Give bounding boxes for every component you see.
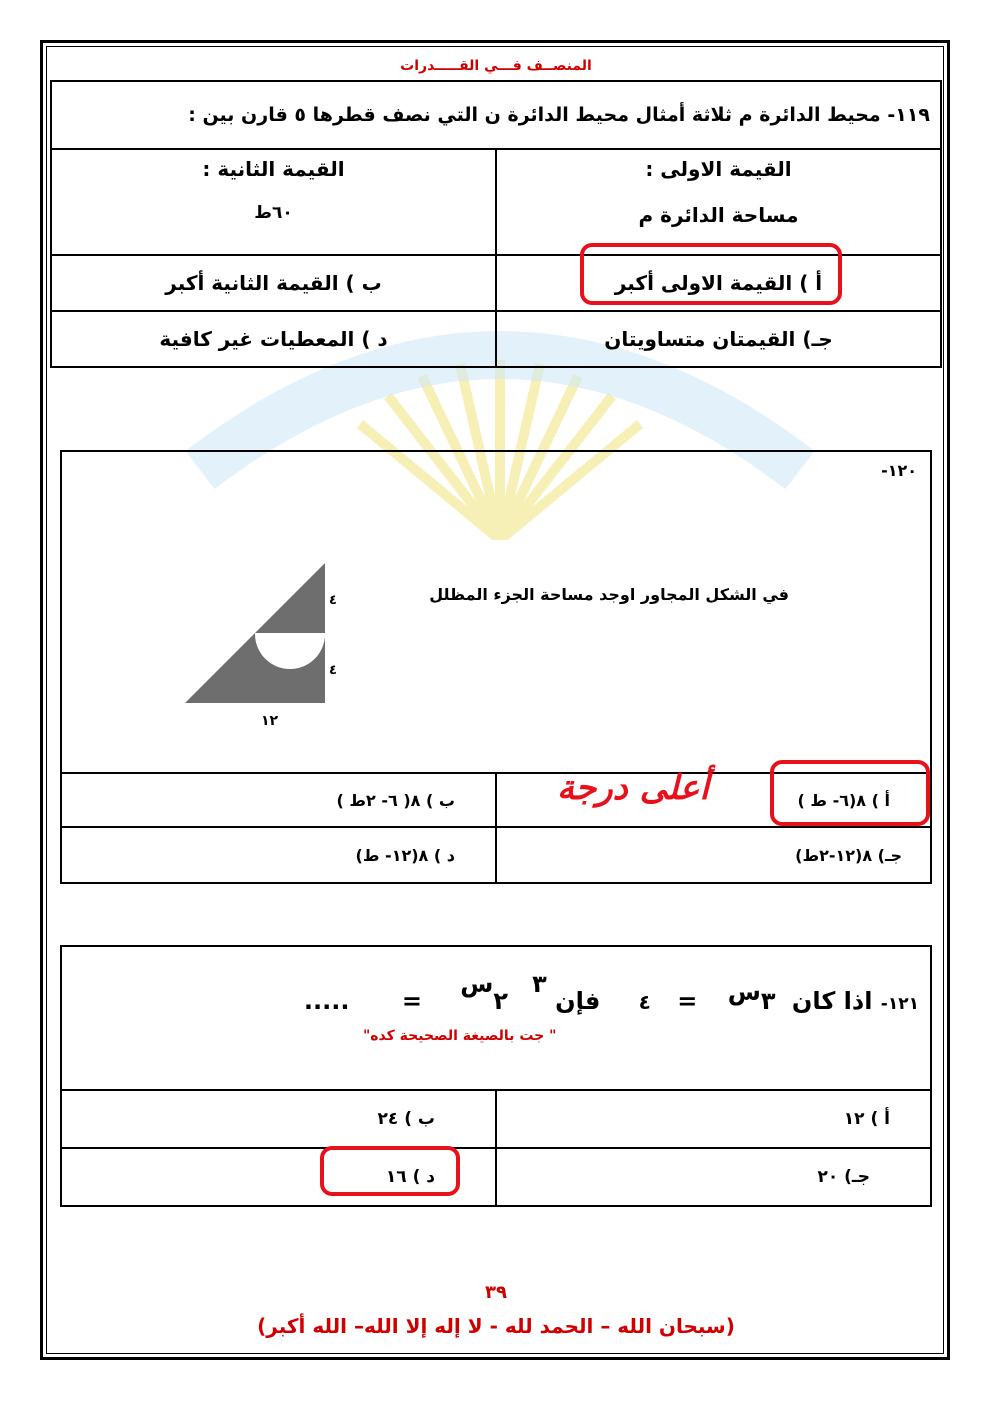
q120-number: ١٢٠-: [881, 461, 917, 480]
q120-label-upper: ٤: [329, 593, 337, 608]
q121-table: [60, 945, 932, 1207]
q121-option-a[interactable]: أ ) ١٢: [496, 1090, 931, 1148]
q121-dots: .....: [303, 987, 350, 1015]
q121-number: ١٢١-: [880, 994, 919, 1014]
q119-option-b[interactable]: ب ) القيمة الثانية أكبر: [51, 255, 496, 311]
q119-value1-label: القيمة الاولى :: [645, 157, 792, 181]
q121-eq2: =: [401, 987, 422, 1015]
q121-exp2: س: [460, 970, 494, 998]
q121-if: اذا كان: [791, 987, 873, 1015]
q121-exp1: س: [727, 978, 761, 1006]
q120-label-lower: ٤: [329, 663, 337, 678]
q120-option-a-text: أ ) ٨(٦- ط ): [797, 790, 890, 810]
q119-option-d[interactable]: د ) المعطيات غير كافية: [51, 311, 496, 367]
q120-prompt: في الشكل المجاور اوجد مساحة الجزء المظلل: [429, 585, 789, 604]
q119-table: [50, 80, 942, 368]
header-title: المنصــف فـــي القـــــدرات: [400, 58, 592, 74]
q121-eq1: =: [677, 987, 698, 1015]
q121-option-b[interactable]: ب ) ٢٤: [61, 1090, 496, 1148]
q119-value2-label: القيمة الثانية :: [202, 157, 345, 181]
q119-value2-cell: [51, 149, 496, 255]
q121-equation: [303, 970, 919, 1015]
answer-mark-q120: [770, 760, 930, 826]
q121-note: " جت بالصيغة الصحيحة كده": [363, 1028, 557, 1044]
q121-base1: ٣: [760, 987, 776, 1015]
q120-option-d[interactable]: د ) ٨(١٢- ط): [61, 827, 496, 883]
q121-option-d[interactable]: د ) ١٦: [61, 1148, 496, 1206]
page-number: ٣٩: [485, 1282, 507, 1303]
q119-stem: ١١٩- محيط الدائرة م ثلاثة أمثال محيط الدائرة ن التي نصف قطرها ٥ قارن بين :: [51, 81, 941, 149]
answer-mark-q121: [320, 1146, 460, 1196]
footer-dua: (سبحان الله – الحمد لله - لا إله إلا الله– الله أكبر): [257, 1314, 735, 1338]
answer-mark-q119: [580, 243, 842, 305]
q120-option-c[interactable]: جـ) ٨(١٢-٢ط): [496, 827, 931, 883]
q119-value1: مساحة الدائرة م: [638, 203, 799, 227]
q121-question-cell: [61, 946, 931, 1090]
q121-val1: ٤: [638, 990, 651, 1014]
q119-option-a[interactable]: أ ) القيمة الاولى أكبر: [496, 255, 941, 311]
q119-option-c[interactable]: جـ) القيمتان متساويتان: [496, 311, 941, 367]
q121-exp2-base: ٣: [532, 970, 547, 998]
q121-then: فإن: [555, 987, 601, 1015]
q119-value1-cell: [496, 149, 941, 255]
q121-base2: ٢: [493, 987, 509, 1015]
handwritten-note: أعلى درجة: [557, 768, 709, 808]
q119-value2: ٦٠ط: [254, 203, 293, 223]
q120-label-base: ١٢: [261, 713, 279, 729]
q120-option-b[interactable]: ب ) ٨( ٦- ٢ط ): [61, 773, 496, 827]
q120-question-cell: [61, 451, 931, 773]
q120-figure: [173, 553, 353, 713]
q121-option-c[interactable]: جـ) ٢٠: [496, 1148, 931, 1206]
